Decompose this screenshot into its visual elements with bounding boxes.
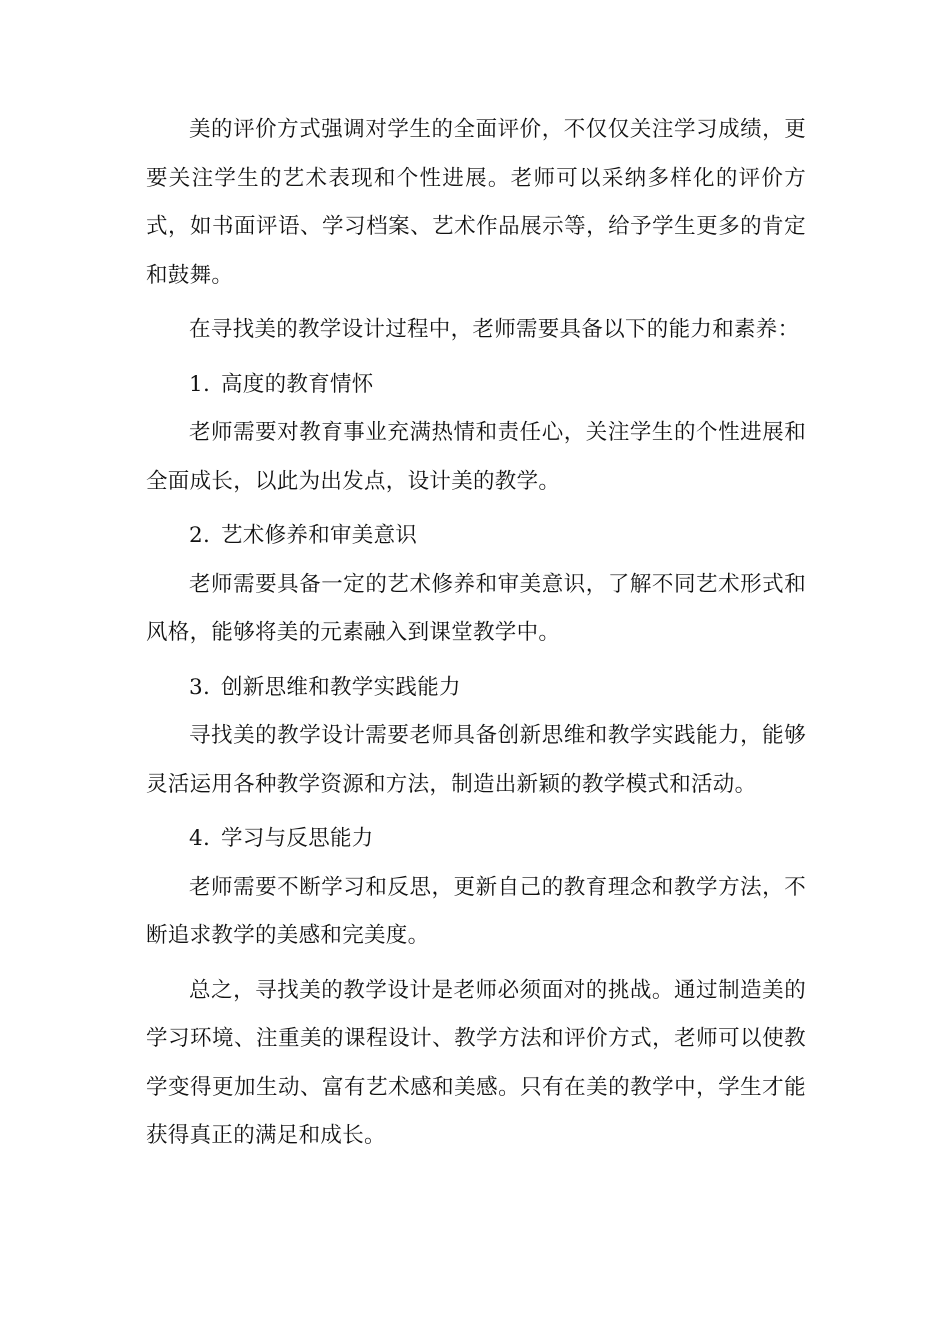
paragraph-evaluation: 美的评价方式强调对学生的全面评价，不仅仅关注学习成绩，更要关注学生的艺术表现和个性进展。老师可以采纳多样化的评价方式，如书面评语、学习档案、艺术作品展示等，给予学生更多的肯定和鼓舞。 — [146, 117, 806, 288]
document-page — [146, 106, 806, 1161]
heading-1 — [146, 361, 806, 410]
heading-4-number: 4. — [189, 826, 211, 851]
paragraph-art-aesthetics: 老师需要具备一定的艺术修养和审美意识，了解不同艺术形式和风格，能够将美的元素融入到课堂教学中。 — [146, 571, 806, 645]
heading-3 — [146, 664, 806, 713]
heading-2 — [146, 512, 806, 561]
paragraph-abilities-intro: 在寻找美的教学设计过程中，老师需要具备以下的能力和素养： — [189, 317, 800, 342]
heading-1-number: 1. — [189, 371, 211, 397]
paragraph-learning-reflection: 老师需要不断学习和反思，更新自己的教育理念和教学方法，不断追求教学的美感和完美度。 — [146, 874, 806, 948]
heading-1-text: 高度的教育情怀 — [221, 371, 374, 397]
heading-3-number: 3. — [189, 674, 211, 700]
heading-2-number: 2. — [189, 523, 211, 548]
paragraph-conclusion: 总之，寻找美的教学设计是老师必须面对的挑战。通过制造美的学习环境、注重美的课程设计、教学方法和评价方式，老师可以使教学变得更加生动、富有艺术感和美感。只有在美的教学中，学生才能获得真正的满足和成长。 — [146, 977, 806, 1148]
paragraph-education-passion: 老师需要对教育事业充满热情和责任心，关注学生的个性进展和全面成长，以此为出发点，设计美的教学。 — [146, 420, 806, 494]
heading-4-text: 学习与反思能力 — [221, 826, 374, 851]
heading-2-text: 艺术修养和审美意识 — [221, 523, 418, 548]
paragraph-innovation: 寻找美的教学设计需要老师具备创新思维和教学实践能力，能够灵活运用各种教学资源和方法，制造出新颖的教学模式和活动。 — [146, 723, 806, 797]
heading-3-text: 创新思维和教学实践能力 — [221, 674, 461, 700]
heading-4 — [146, 815, 806, 864]
